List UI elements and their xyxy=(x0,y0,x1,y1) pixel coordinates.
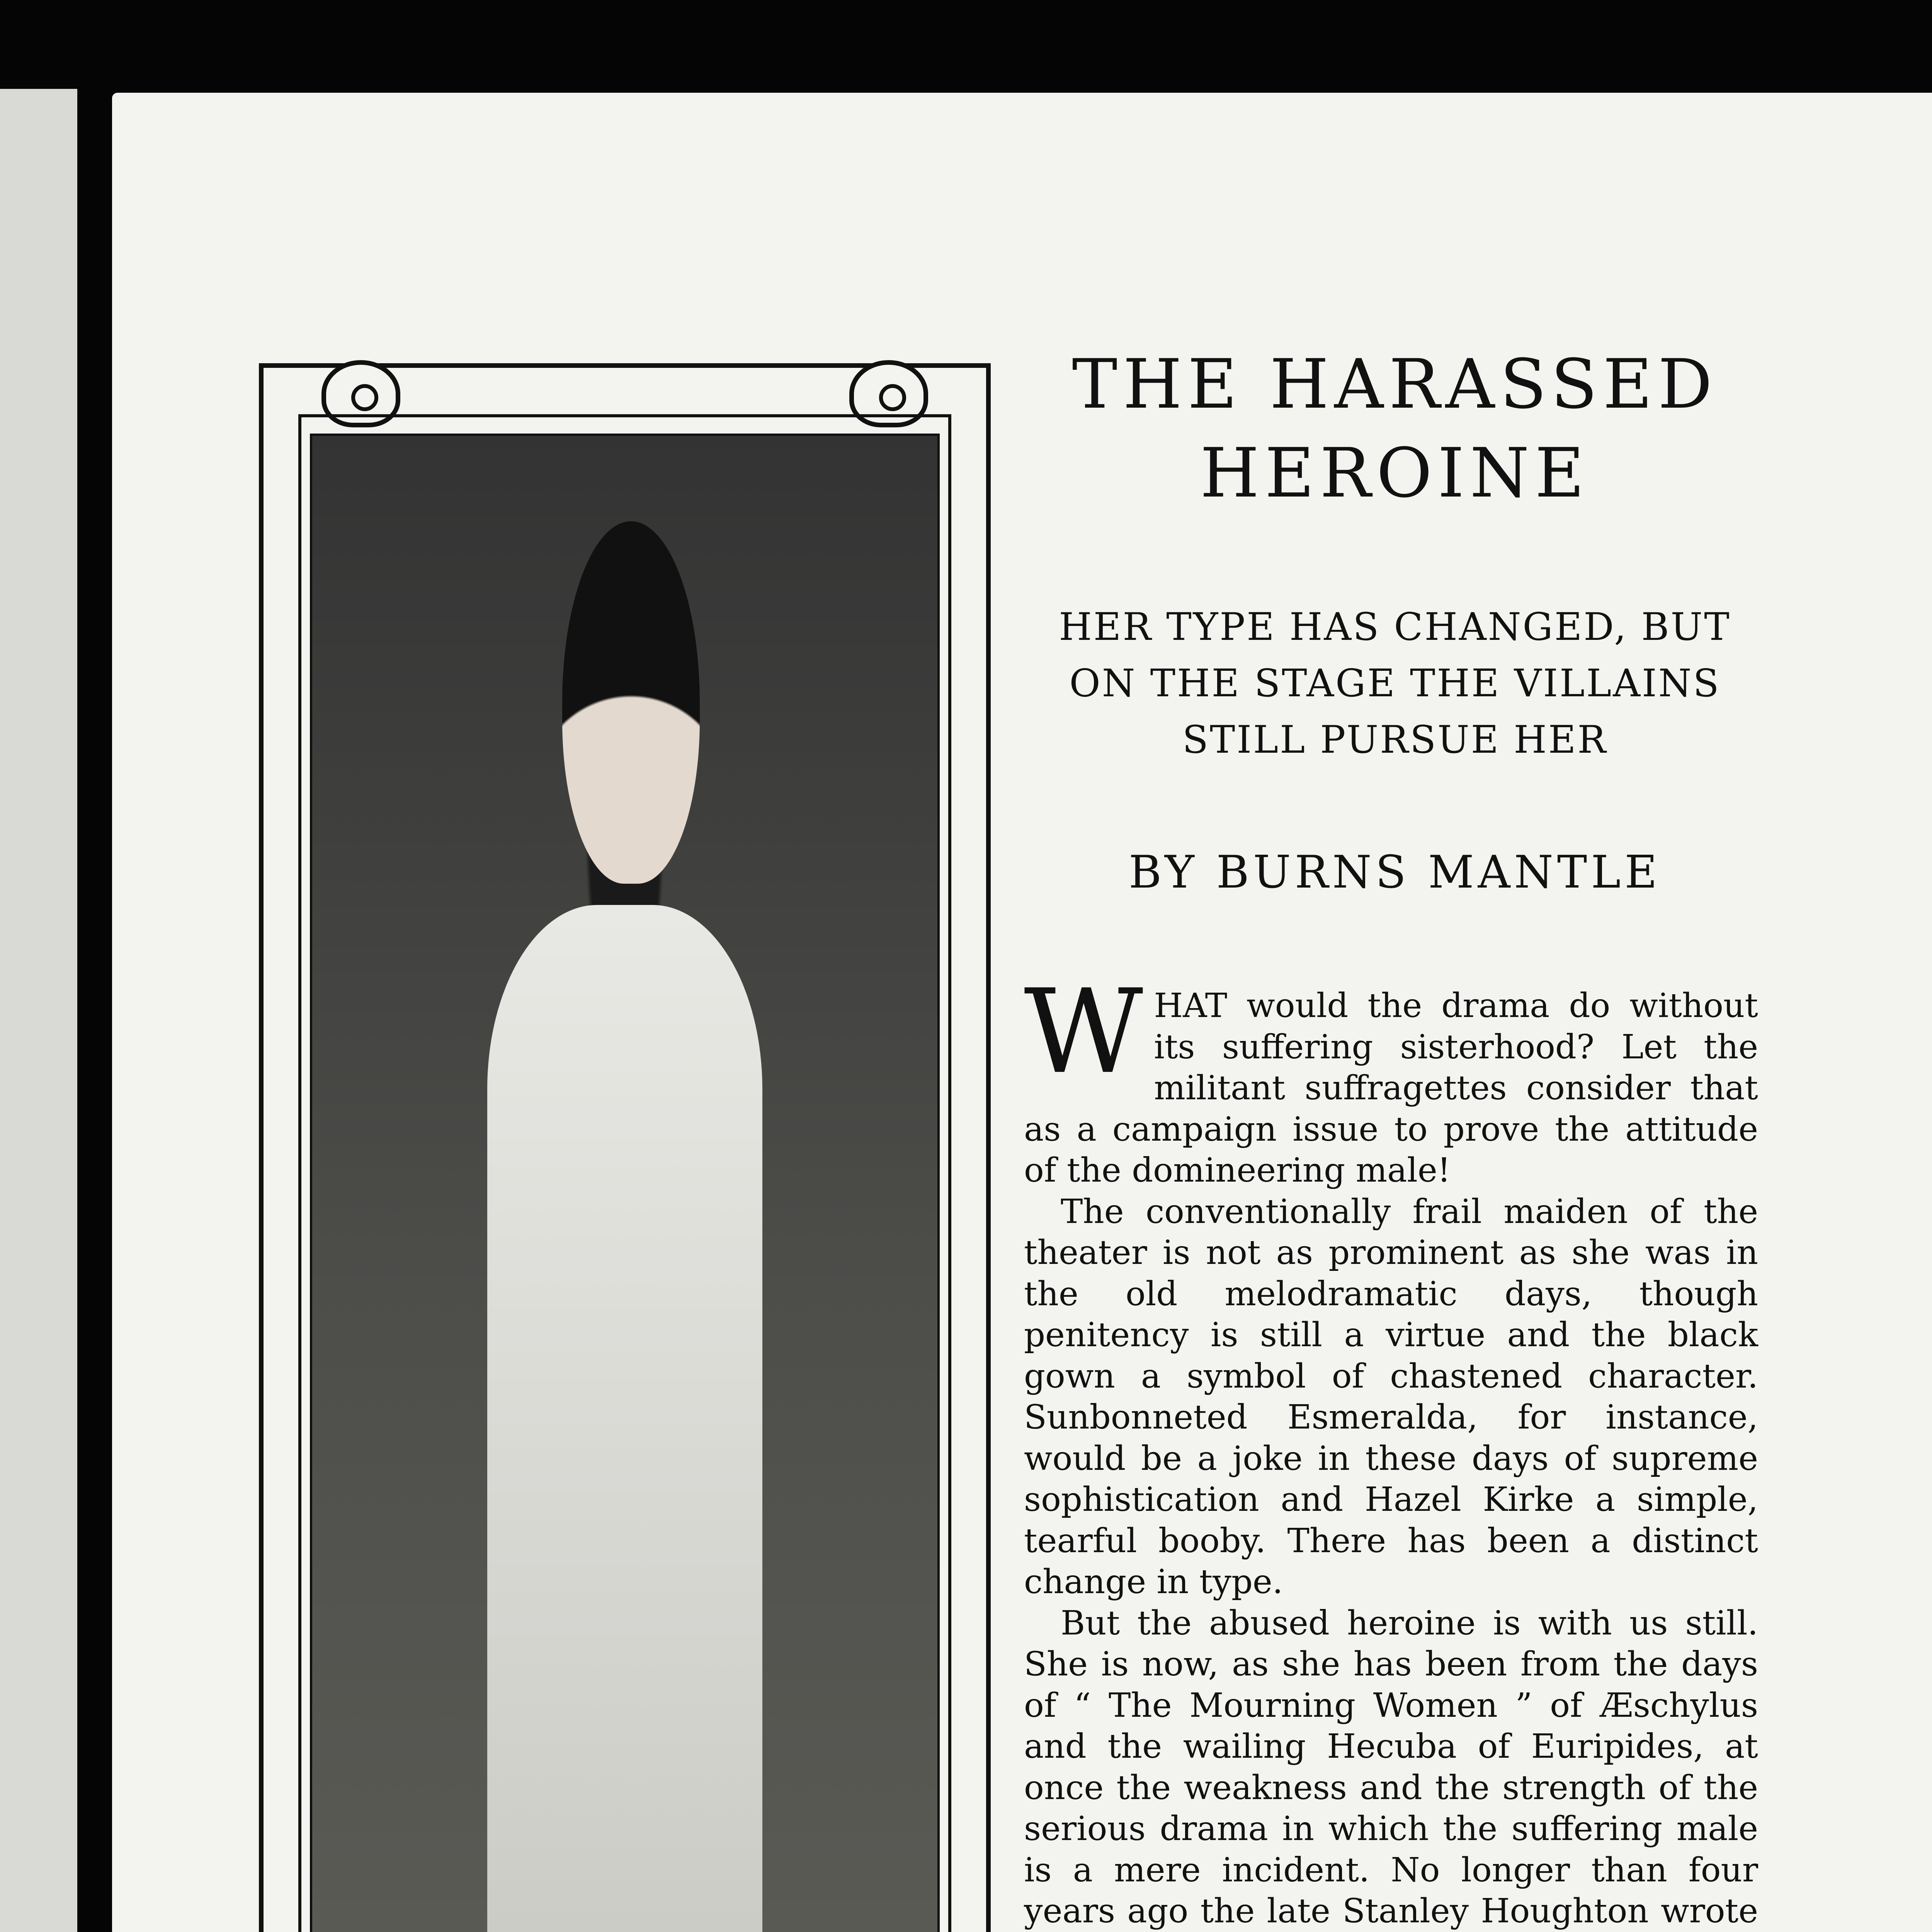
magazine-page xyxy=(112,93,1932,1932)
figure-gown xyxy=(487,905,762,1932)
article-body xyxy=(1024,964,1758,1932)
subtitle-line: ON THE STAGE THE VILLAINS xyxy=(1069,662,1721,706)
paragraph: But the abused heroine is with us still. She is now, as she has been from the days of “ The Mourning Women ” of Æschylus and the wailing Hecuba of Euripides, at once the weakness and the strength of the serious drama in which the suffering male is a mere incident. No longer than four years ago the late Stanley Houghton wrote xyxy=(1024,1604,1758,1930)
title-line: HEROINE xyxy=(1200,434,1590,513)
title-line: THE HARASSED xyxy=(1072,345,1718,424)
paragraph: The conventionally frail maiden of the theater is not as prominent as she was in the old melodramatic days, though penitency is still a virtue and the black gown a symbol of chastened character. Sunbonneted Esmeralda, for instance, would be a joke in these days of supreme sophistication and Hazel Kirke a simple, tearful booby. There has been a distinct change in type. xyxy=(1024,1192,1758,1601)
drop-cap: W xyxy=(1024,964,1143,1099)
figure-head-hat xyxy=(562,521,700,884)
article-byline: BY BURNS MANTLE xyxy=(1129,846,1661,898)
article-title xyxy=(997,340,1793,518)
photo-frame xyxy=(259,363,991,1932)
adjacent-page-edge xyxy=(0,89,77,1932)
portrait-photo xyxy=(310,434,940,1932)
article-subtitle xyxy=(1012,599,1777,768)
paragraph xyxy=(1024,964,1758,1191)
subtitle-line: STILL PURSUE HER xyxy=(1182,718,1608,762)
subtitle-line: HER TYPE HAS CHANGED, BUT xyxy=(1059,605,1731,649)
paragraph-text: HAT would the drama do without its suffering sisterhood? Let the militant suffragettes consider that as a campaign issue to prove the attitude of the domineering male! xyxy=(1024,986,1758,1190)
